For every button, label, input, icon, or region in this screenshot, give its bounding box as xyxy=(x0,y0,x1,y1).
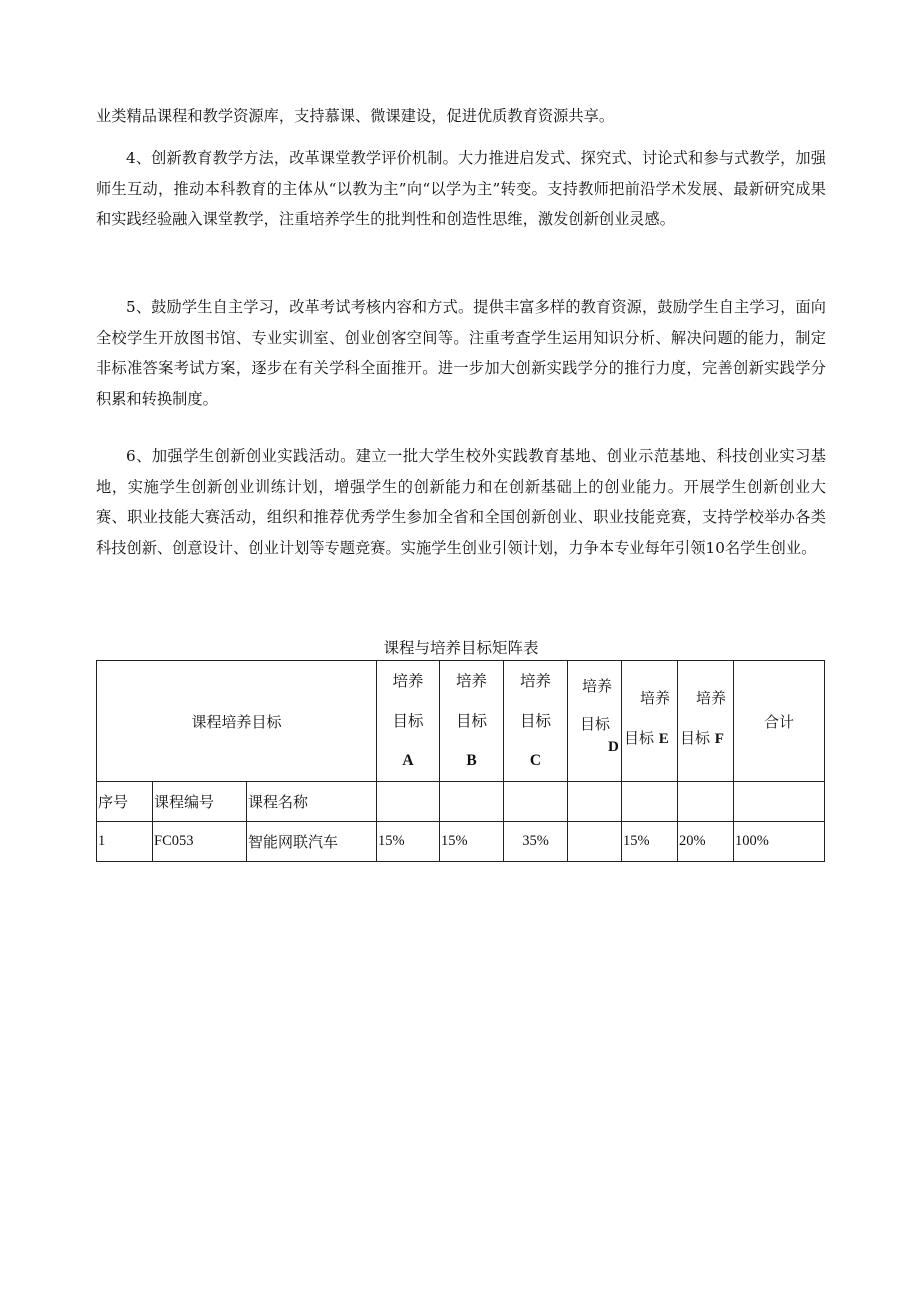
goal-d-header: 培养 目标 D xyxy=(568,661,622,782)
table-row xyxy=(97,822,825,862)
goal-a-header: 培养 目标 A xyxy=(377,661,440,782)
goal-a-value: 15% xyxy=(377,822,440,862)
goal-b-header: 培养 目标 B xyxy=(440,661,504,782)
paragraph-item-4: 4、创新教育教学方法，改革课堂教学评价机制。大力推进启发式、探究式、讨论式和参与式教学，加强师生互动，推动本科教育的主体从“以教为主”向“以学为主”转变。支持教师把前沿学术发展、最新研究成果和实践经验融入课堂教学，注重培养学生的批判性和创造性思维，激发创新创业灵感。 xyxy=(96,149,826,228)
course-name: 智能网联汽车 xyxy=(247,822,377,862)
row-index: 1 xyxy=(97,822,153,862)
goal-b-value: 15% xyxy=(440,822,504,862)
course-goal-matrix-table xyxy=(96,660,825,862)
course-code: FC053 xyxy=(153,822,247,862)
goal-e-value: 15% xyxy=(622,822,678,862)
goal-e-header: 培养 目标 E xyxy=(622,661,678,782)
table-header-row xyxy=(97,661,825,782)
paragraph-item-6: 6、加强学生创新创业实践活动。建立一批大学生校外实践教育基地、创业示范基地、科技创业实习基地，实施学生创新创业训练计划，增强学生的创新能力和在创新基础上的创业能力。开展学生创新创业大赛、职业技能大赛活动，组织和推荐优秀学生参加全省和全国创新创业、职业技能竞赛，支持学校举办各类科技创新、创意设计、创业计划等专题竞赛。实施学生创业引领计划，力争本专业每年引领10名学生创业。 xyxy=(96,447,826,557)
goal-c-value: 35% xyxy=(504,822,568,862)
column-index-label: 序号 xyxy=(97,782,153,822)
goal-d-value xyxy=(568,822,622,862)
course-goal-header: 课程培养目标 xyxy=(97,661,377,782)
goal-f-value: 20% xyxy=(678,822,734,862)
total-value: 100% xyxy=(734,822,825,862)
paragraph-item-5: 5、鼓励学生自主学习，改革考试考核内容和方式。提供丰富多样的教育资源，鼓励学生自主学习，面向全校学生开放图书馆、专业实训室、创业创客空间等。注重考查学生运用知识分析、解决问题的能力，制定非标准答案考试方案，逐步在有关学科全面推开。进一步加大创新实践学分的推行力度，完善创新实践学分积累和转换制度。 xyxy=(96,298,826,408)
table-caption: 课程与培养目标矩阵表 xyxy=(383,639,539,657)
total-header: 合计 xyxy=(734,661,825,782)
paragraph-continuation: 业类精品课程和教学资源库，支持慕课、微课建设，促进优质教育资源共享。 xyxy=(96,107,615,125)
table-column-label-row xyxy=(97,782,825,822)
column-name-label: 课程名称 xyxy=(247,782,377,822)
goal-f-header: 培养 目标 F xyxy=(678,661,734,782)
goal-c-header: 培养 目标 C xyxy=(504,661,568,782)
column-code-label: 课程编号 xyxy=(153,782,247,822)
